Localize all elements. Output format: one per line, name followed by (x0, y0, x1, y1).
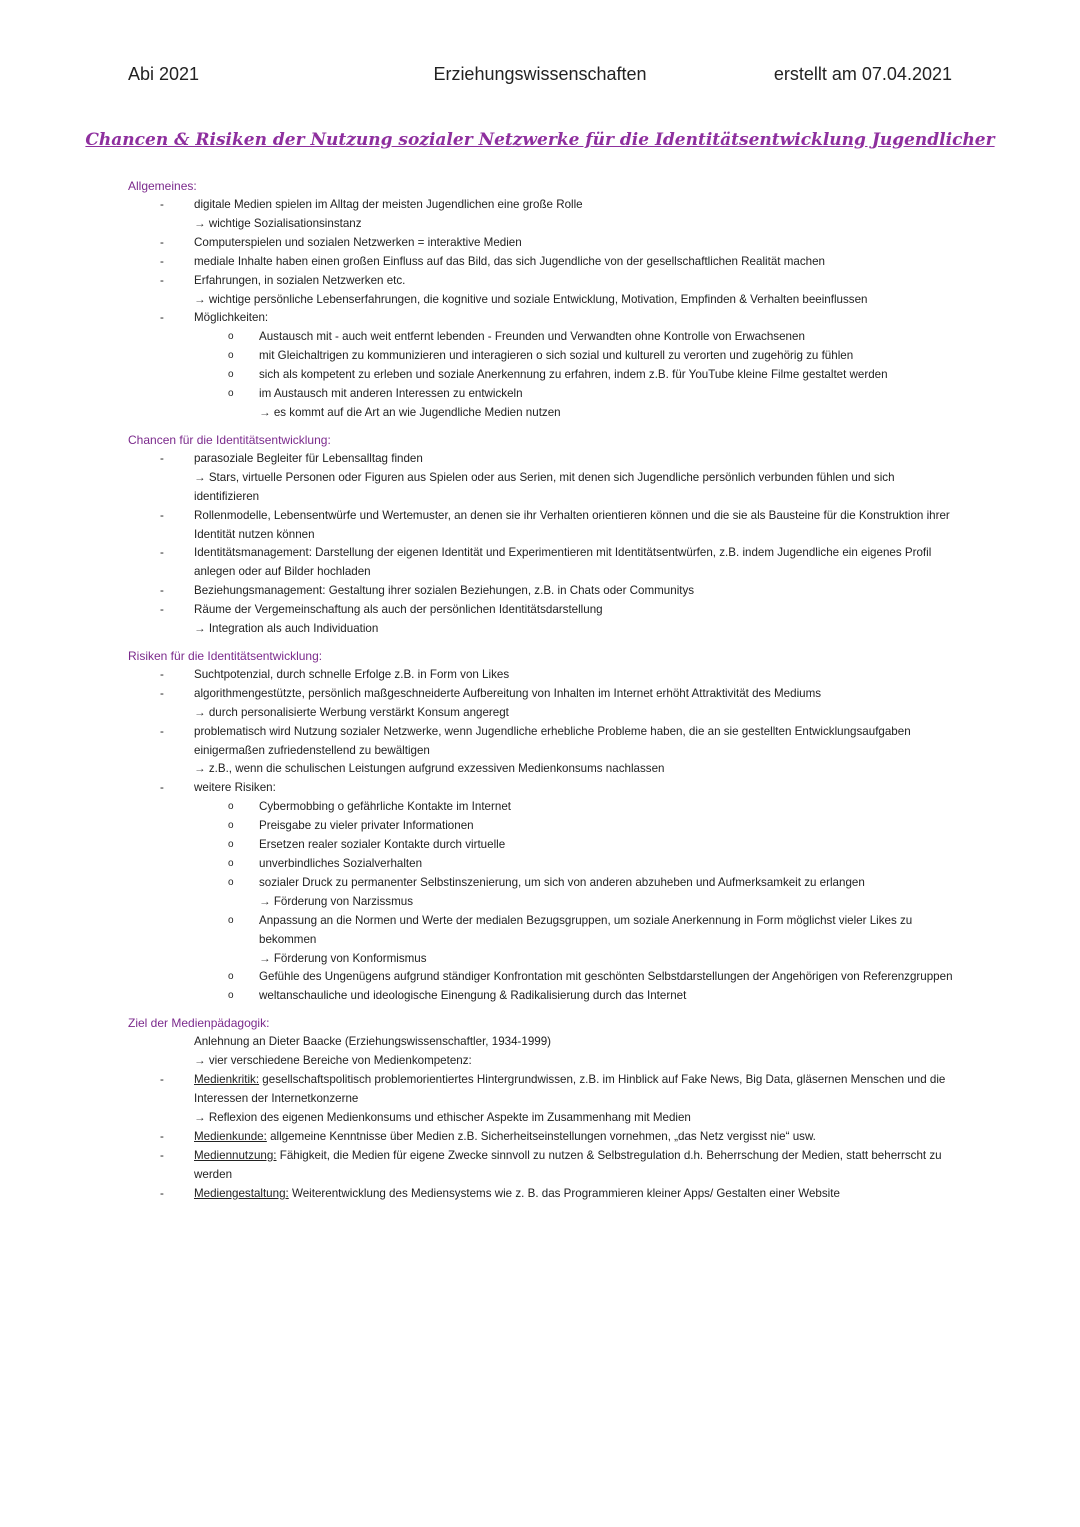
sub-item (128, 912, 958, 931)
sub-item (128, 798, 958, 817)
bullet-marker: o (228, 858, 234, 869)
term-label: Medienkritik: (194, 1073, 260, 1087)
sub-item-text: Cybermobbing o gefährliche Kontakte im Internet (259, 800, 511, 814)
bullet-marker: o (228, 971, 234, 983)
section-heading: Chancen für die Identitätsentwicklung: (128, 432, 331, 447)
bullet-marker: o (228, 331, 234, 343)
sub-item (128, 836, 958, 855)
dash-marker: - (160, 667, 164, 681)
item-text: gesellschaftspolitisch problemorientiertes Hintergrundwissen, z.B. im Hinblick auf Fake News, Big Data, gläsernen Menschen und die (259, 1073, 946, 1087)
list-item (128, 1147, 958, 1166)
list-item (128, 582, 958, 601)
section-heading: Ziel der Medienpädagogik: (128, 1016, 270, 1031)
list-item (128, 450, 958, 469)
item-text: parasoziale Begleiter für Lebensalltag finden (194, 451, 423, 465)
item-continuation: → Reflexion des eigenen Medienkonsums und ethischer Aspekte im Zusammenhang mit Medien (194, 1110, 691, 1124)
sub-item-text: Gefühle des Ungenügens aufgrund ständiger Konfrontation mit geschönten Selbstdarstellungen der Angehörigen von Referenzgruppen (259, 970, 953, 984)
item-text: algorithmengestützte, persönlich maßgeschneiderte Aufbereitung von Inhalten im Internet erhöht Attraktivität des Mediums (194, 686, 822, 700)
list-item (128, 253, 958, 272)
intro-line: → vier verschiedene Bereiche von Medienkompetenz: (194, 1054, 472, 1068)
dash-marker: - (160, 451, 164, 465)
term-label: Mediennutzung: (194, 1148, 277, 1162)
sub-item (128, 385, 958, 404)
term-label: Mediengestaltung: (194, 1186, 289, 1200)
item-text: digitale Medien spielen im Alltag der meisten Jugendlichen eine große Rolle (194, 198, 583, 211)
section-ziel (128, 1014, 958, 1203)
sub-item (128, 347, 958, 366)
item-text: Fähigkeit, die Medien für eigene Zwecke sinnvoll zu nutzen & Selbstregulation d.h. Beherrschung der Medien, statt beherrscht zu (276, 1148, 942, 1162)
list-item (128, 234, 958, 253)
sub-item-text: Ersetzen realer sozialer Kontakte durch virtuelle (259, 838, 506, 852)
bullet-marker: o (228, 801, 234, 813)
sub-item-continuation: → Förderung von Narzissmus (259, 894, 413, 908)
item-text: Erfahrungen, in sozialen Netzwerken etc. (194, 273, 406, 287)
list-item (128, 666, 958, 685)
dash-marker: - (160, 546, 164, 560)
dash-marker: - (160, 1073, 164, 1087)
item-text: Räume der Vergemeinschaftung als auch der persönlichen Identitätsdarstellung (194, 603, 603, 617)
bullet-marker: o (228, 990, 234, 1002)
list-item (128, 685, 958, 704)
sub-item (128, 817, 958, 836)
dash-marker: - (160, 198, 164, 211)
item-continuation: → Stars, virtuelle Personen oder Figuren aus Spielen oder aus Serien, mit denen sich Jugendliche persönlich verbunden fühlen und sich (194, 470, 895, 484)
item-continuation: Identität nutzen können (194, 527, 315, 541)
item-text: Identitätsmanagement: Darstellung der eigenen Identität und Experimentieren mit Identitätsentwürfen, z.B. indem Jugendliche ein eigenes Profil (194, 546, 932, 560)
sub-item-text: unverbindliches Sozialverhalten (259, 857, 423, 870)
page-header (128, 64, 952, 90)
sub-item-text: sich als kompetent zu erleben und soziale Anerkennung zu erfahren, indem z.B. für YouTube kleine Filme gestaltet werden (259, 368, 888, 382)
item-text: Möglichkeiten: (194, 311, 269, 325)
bullet-marker: o (228, 388, 234, 400)
item-text: Computerspielen und sozialen Netzwerken = interaktive Medien (194, 235, 522, 249)
item-text: Rollenmodelle, Lebensentwürfe und Wertemuster, an denen sie ihr Verhalten orientieren können und die sie als Bausteine für die Konstruktion ihrer (194, 508, 950, 522)
document-body (128, 177, 958, 1211)
bullet-marker: o (228, 839, 234, 851)
dash-marker: - (160, 781, 164, 795)
item-text: weitere Risiken: (194, 781, 276, 795)
item-continuation: einigermaßen zufriedenstellend zu bewältigen (194, 743, 430, 757)
term-label: Medienkunde: (194, 1129, 267, 1143)
bullet-marker: o (228, 350, 234, 362)
bullet-marker: o (228, 369, 234, 381)
dash-marker: - (160, 584, 164, 598)
header-left: Abi 2021 (128, 64, 200, 84)
item-continuation: → wichtige Sozialisationsinstanz (194, 216, 362, 230)
section-heading: Risiken für die Identitätsentwicklung: (128, 648, 323, 663)
header-center: Erziehungswissenschaften (433, 64, 647, 84)
sub-item (128, 855, 958, 874)
sub-item-text: weltanschauliche und ideologische Einengung & Radikalisierung durch das Internet (259, 989, 687, 1003)
item-continuation: → z.B., wenn die schulischen Leistungen aufgrund exzessiven Medienkonsums nachlassen (194, 762, 665, 776)
dash-marker: - (160, 508, 164, 522)
sub-item (128, 328, 958, 347)
dash-marker: - (160, 311, 164, 325)
bullet-marker: o (228, 820, 234, 832)
dash-marker: - (160, 724, 164, 738)
sub-item-text: Preisgabe zu vieler privater Informationen (259, 819, 474, 833)
item-text: Suchtpotenzial, durch schnelle Erfolge z.B. in Form von Likes (194, 667, 510, 681)
list-item (128, 196, 958, 215)
list-item (128, 1185, 958, 1204)
list-item (128, 601, 958, 620)
dash-marker: - (160, 686, 164, 700)
list-item (128, 723, 958, 742)
item-continuation: anlegen oder auf Bilder hochladen (194, 565, 371, 579)
sub-item-text: mit Gleichaltrigen zu kommunizieren und interagieren o sich sozial und kulturell zu verorten und zugehörig zu fühlen (259, 349, 854, 363)
dash-marker: - (160, 1129, 164, 1143)
bullet-marker: o (228, 914, 234, 926)
section-allgemeines (128, 177, 958, 423)
sub-item-continuation: bekommen (259, 932, 317, 946)
dash-marker: - (160, 1186, 164, 1200)
bullet-marker: o (228, 876, 234, 888)
list-item (128, 309, 958, 328)
sub-item-text: Austausch mit - auch weit entfernt lebenden - Freunden und Verwandten ohne Kontrolle von Erwachsenen (259, 330, 805, 344)
item-text: Weiterentwicklung des Mediensystems wie z. B. das Programmieren kleiner Apps/ Gestalten einer Website (288, 1186, 840, 1200)
sub-item (128, 987, 958, 1006)
section-chancen (128, 431, 958, 639)
item-continuation: → durch personalisierte Werbung verstärkt Konsum angeregt (194, 705, 509, 719)
dash-marker: - (160, 235, 164, 249)
list-item (128, 1071, 958, 1090)
sub-item-continuation: → Förderung von Konformismus (259, 951, 427, 965)
section-risiken (128, 647, 958, 1006)
list-item (128, 507, 958, 526)
dash-marker: - (160, 254, 164, 268)
item-text: allgemeine Kenntnisse über Medien z.B. Sicherheitseinstellungen vornehmen, „das Netz vergisst nie“ usw. (266, 1129, 816, 1143)
list-item (128, 779, 958, 798)
dash-marker: - (160, 1148, 164, 1162)
list-item (128, 272, 958, 291)
sub-item (128, 874, 958, 893)
item-continuation: → Integration als auch Individuation (194, 622, 379, 636)
list-item (128, 1128, 958, 1147)
item-text: problematisch wird Nutzung sozialer Netzwerke, wenn Jugendliche erhebliche Probleme haben, die an sie gestellten Entwicklungsaufgaben (194, 724, 911, 738)
list-item (128, 544, 958, 563)
header-right: erstellt am 07.04.2021 (773, 64, 952, 84)
item-continuation: identifizieren (194, 489, 260, 503)
sub-item (128, 366, 958, 385)
item-continuation: Interessen der Internetkonzerne (194, 1091, 359, 1105)
sub-item-text: sozialer Druck zu permanenter Selbstinszenierung, um sich von anderen abzuheben und Aufmerksamkeit zu erlangen (259, 875, 865, 889)
intro-line: Anlehnung an Dieter Baacke (Erziehungswissenschaftler, 1934-1999) (194, 1035, 552, 1049)
section-heading: Allgemeines: (128, 179, 197, 193)
item-continuation: werden (194, 1167, 233, 1181)
document-title: Chancen & Risiken der Nutzung sozialer Netzwerke für die Identitätsentwicklung Jugendlicher (85, 130, 995, 150)
item-text: mediale Inhalte haben einen großen Einfluss auf das Bild, das sich Jugendliche von der gesellschaftlichen Realität machen (194, 254, 825, 268)
item-continuation: → wichtige persönliche Lebenserfahrungen, die kognitive und soziale Entwicklung, Motivation, Empfinden & Verhalten beeinflussen (194, 292, 868, 306)
item-text: Beziehungsmanagement: Gestaltung ihrer sozialen Beziehungen, z.B. in Chats oder Communitys (194, 584, 695, 598)
sub-item-text: Anpassung an die Normen und Werte der medialen Bezugsgruppen, um soziale Anerkennung in Form möglichst vieler Likes zu (259, 913, 913, 927)
sub-item-text: im Austausch mit anderen Interessen zu entwickeln (259, 387, 523, 401)
dash-marker: - (160, 603, 164, 617)
sub-item-continuation: → es kommt auf die Art an wie Jugendliche Medien nutzen (259, 405, 561, 419)
sub-item (128, 968, 958, 987)
dash-marker: - (160, 273, 164, 287)
